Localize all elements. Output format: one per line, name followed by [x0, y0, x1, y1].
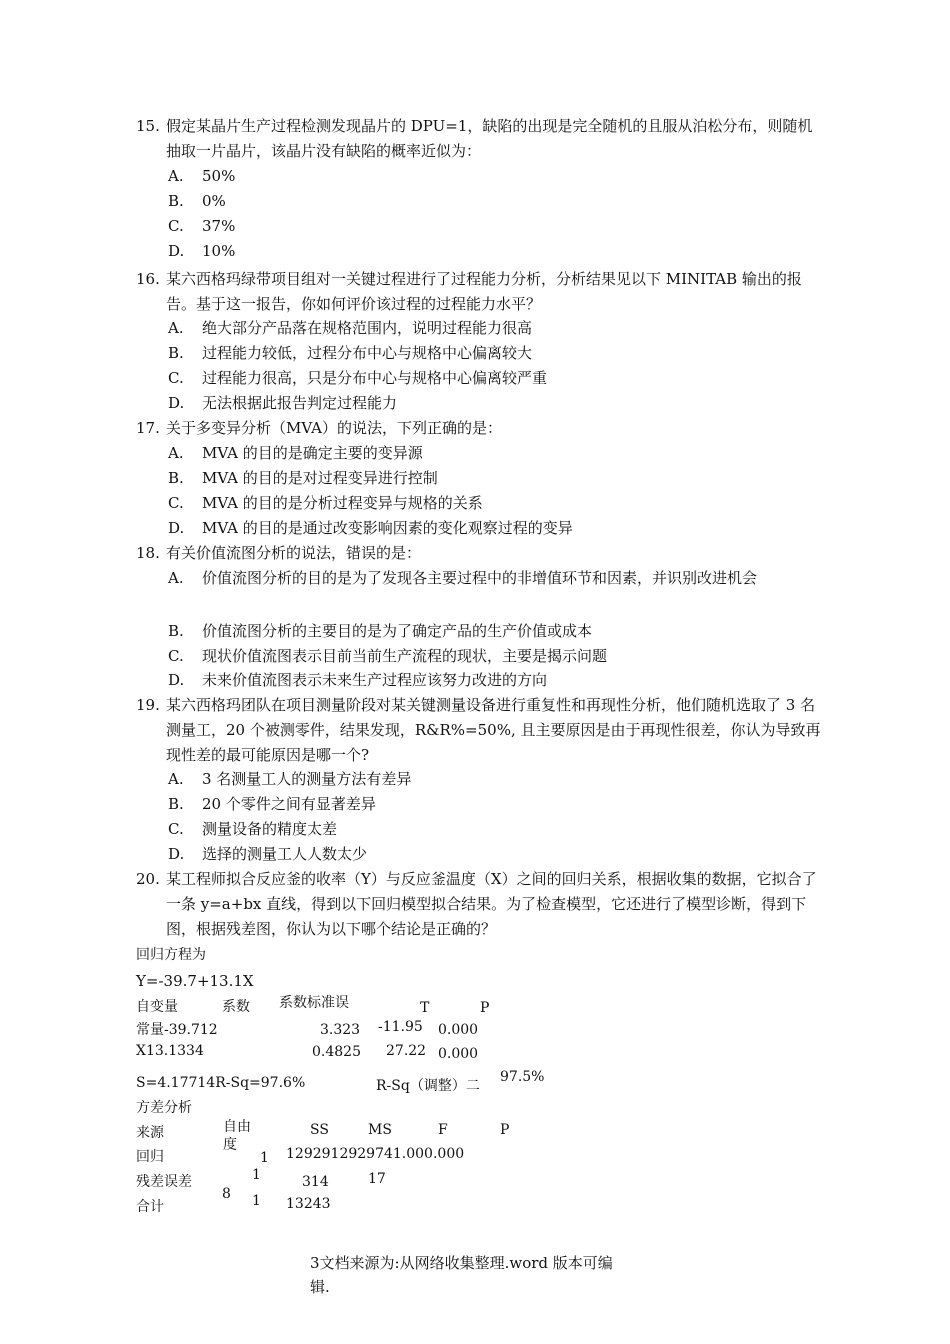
option-label: D.: [168, 845, 185, 863]
option-c: [168, 214, 235, 239]
option-a: [168, 767, 411, 792]
anova-title: 方差分析: [136, 1100, 192, 1116]
option-label: A.: [168, 167, 184, 185]
option-label: A.: [168, 444, 184, 462]
option-label: A.: [168, 569, 184, 587]
option-text: 无法根据此报告判定过程能力: [202, 394, 398, 412]
option-text: 现状价值流图表示目前当前生产流程的现状，主要是揭示问题: [202, 647, 608, 665]
option-label: A.: [168, 319, 184, 337]
option-text: MVA 的目的是通过改变影响因素的变化观察过程的变异: [202, 519, 573, 537]
anova-header-df: 自由度: [223, 1119, 251, 1153]
regression-equation: Y=-39.7+13.1X: [136, 972, 254, 990]
option-text: 过程能力很高，只是分布中心与规格中心偏离较严重: [202, 369, 548, 387]
option-c: [168, 366, 547, 391]
option-label: A.: [168, 770, 184, 788]
anova-ms: 17: [368, 1171, 386, 1187]
question-stem: 假定某晶片生产过程检测发现晶片的 DPU=1，缺陷的出现是完全随机的且服从泊松分布，则随机抽取一片晶片，该晶片没有缺陷的概率近似为：: [166, 117, 813, 160]
question-number: 18.: [136, 544, 160, 562]
anova-header-ms: MS: [368, 1122, 392, 1138]
coef-se: 0.4825: [312, 1044, 361, 1060]
option-text: 绝大部分产品落在规格范围内，说明过程能力很高: [202, 319, 533, 337]
question-number: 15.: [136, 117, 160, 135]
question-16: [136, 267, 826, 317]
header-coef: 系数: [222, 999, 250, 1015]
anova-header-ss: SS: [310, 1122, 329, 1138]
option-text: 价值流图分析的主要目的是为了确定产品的生产价值或成本: [202, 622, 593, 640]
question-number: 20.: [136, 870, 160, 888]
anova-ss: 1292912929741.000.000: [286, 1146, 465, 1162]
header-t: T: [420, 1000, 430, 1016]
option-text: 0%: [202, 192, 226, 210]
question-18: [136, 541, 826, 566]
option-text: 价值流图分析的目的是为了发现各主要过程中的非增值环节和因素，并识别改进机会: [202, 569, 758, 587]
option-label: C.: [168, 494, 184, 512]
option-b: [168, 466, 438, 491]
regression-title: 回归方程为: [136, 947, 206, 963]
anova-df: 1: [260, 1150, 269, 1166]
question-19: [136, 693, 826, 768]
option-label: B.: [168, 192, 184, 210]
anova-header-f: F: [438, 1122, 448, 1138]
option-d: [168, 668, 547, 693]
option-text: 20 个零件之间有显著差异: [202, 795, 376, 813]
option-text: 37%: [202, 217, 236, 235]
option-label: B.: [168, 344, 184, 362]
option-label: D.: [168, 394, 185, 412]
option-d: [168, 516, 573, 541]
anova-ss: 13243: [286, 1196, 331, 1212]
s-rsq-line: S=4.17714R-Sq=97.6%: [136, 1075, 306, 1091]
anova-source: 残差误差: [136, 1174, 192, 1190]
header-se: 系数标准误: [279, 995, 349, 1011]
option-c: [168, 817, 337, 842]
option-b: [168, 189, 226, 214]
footer-line-2: 辑.: [310, 1278, 330, 1296]
coef-name: 常量-39.712: [136, 1022, 218, 1038]
option-label: D.: [168, 242, 185, 260]
option-text: 未来价值流图表示未来生产过程应该努力改进的方向: [202, 671, 548, 689]
option-a: [168, 164, 235, 189]
option-a: [168, 316, 532, 341]
anova-header-source: 来源: [136, 1125, 164, 1141]
header-p: P: [480, 1000, 490, 1016]
anova-header-p: P: [500, 1122, 510, 1138]
question-20: [136, 867, 826, 942]
coef-t: -11.95: [378, 1019, 423, 1035]
question-17: [136, 416, 826, 441]
option-b: [168, 792, 376, 817]
option-text: 选择的测量工人人数太少: [202, 845, 368, 863]
option-b: [168, 619, 592, 644]
anova-df: 1: [252, 1167, 261, 1183]
option-d: [168, 391, 397, 416]
option-c: [168, 644, 607, 669]
option-a: [168, 566, 818, 591]
option-label: C.: [168, 820, 184, 838]
header-variable: 自变量: [136, 999, 178, 1015]
option-label: C.: [168, 217, 184, 235]
coef-p: 0.000: [438, 1022, 479, 1038]
question-15: [136, 114, 826, 164]
question-stem: 有关价值流图分析的说法，错误的是：: [166, 544, 422, 562]
option-text: MVA 的目的是分析过程变异与规格的关系: [202, 494, 483, 512]
anova-source: 回归: [136, 1149, 164, 1165]
option-d: [168, 842, 367, 867]
option-label: B.: [168, 622, 184, 640]
option-text: MVA 的目的是对过程变异进行控制: [202, 469, 438, 487]
option-label: D.: [168, 671, 185, 689]
rsq-adj-value: 97.5%: [500, 1069, 545, 1085]
question-number: 19.: [136, 696, 160, 714]
coef-name: X13.1334: [136, 1043, 204, 1059]
option-label: B.: [168, 469, 184, 487]
rsq-adj-label: R-Sq（调整）二: [376, 1078, 480, 1094]
option-text: 测量设备的精度太差: [202, 820, 338, 838]
anova-df: 1: [252, 1193, 261, 1209]
coef-se: 3.323: [320, 1022, 361, 1038]
option-label: D.: [168, 519, 185, 537]
question-stem: 某六西格玛绿带项目组对一关键过程进行了过程能力分析，分析结果见以下 MINITAB 输出的报告。基于这一报告，你如何评价该过程的过程能力水平？: [166, 270, 802, 313]
question-stem: 某工程师拟合反应釜的收率（Y）与反应釜温度（X）之间的回归关系，根据收集的数据，它拟合了一条 y=a+bx 直线，得到以下回归模型拟合结果。为了检查模型，它还进行了模型诊断，得到下图，根据残差图，你认为以下哪个结论是正确的？: [166, 870, 817, 938]
option-d: [168, 239, 235, 264]
option-text: 10%: [202, 242, 236, 260]
option-b: [168, 341, 532, 366]
option-text: 3 名测量工人的测量方法有差异: [202, 770, 412, 788]
option-text: 过程能力较低，过程分布中心与规格中心偏离较大: [202, 344, 533, 362]
option-text: 50%: [202, 167, 236, 185]
anova-df-extra: 8: [222, 1186, 231, 1202]
question-stem: 关于多变异分析（MVA）的说法，下列正确的是：: [166, 419, 503, 437]
coef-p: 0.000: [438, 1046, 479, 1062]
footer-line-1: 3文档来源为:从网络收集整理.word 版本可编: [310, 1254, 613, 1272]
question-number: 17.: [136, 419, 160, 437]
question-stem: 某六西格玛团队在项目测量阶段对某关键测量设备进行重复性和再现性分析，他们随机选取了 3 名测量工，20 个被测零件，结果发现，R&R%=50%, 且主要原因是由于再现性很差，你认为导致再现性差的最可能原因是哪一个?: [166, 696, 821, 764]
option-a: [168, 441, 423, 466]
option-label: C.: [168, 647, 184, 665]
option-c: [168, 491, 483, 516]
option-label: B.: [168, 795, 184, 813]
option-text: MVA 的目的是确定主要的变异源: [202, 444, 423, 462]
question-number: 16.: [136, 270, 160, 288]
anova-source: 合计: [136, 1199, 164, 1215]
option-label: C.: [168, 369, 184, 387]
anova-ss: 314: [302, 1174, 329, 1190]
coef-t: 27.22: [386, 1043, 427, 1059]
